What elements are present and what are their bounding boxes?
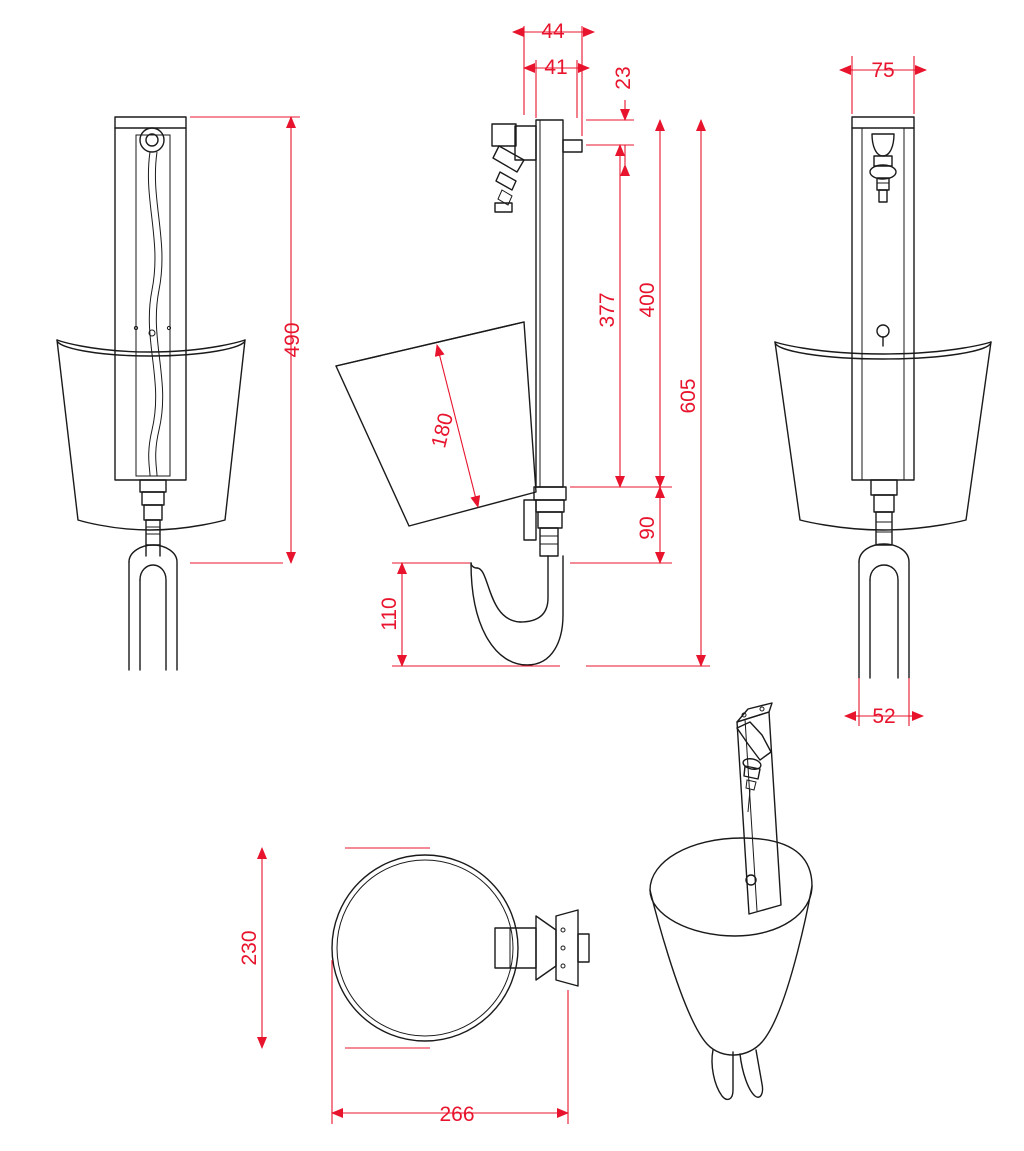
top-view — [238, 848, 589, 1126]
dim-side-width-41: 41 — [544, 56, 568, 79]
dim-side-height-377: 377 — [596, 292, 619, 328]
dim-top-width-266: 266 — [439, 1103, 475, 1126]
side-view — [336, 20, 710, 666]
iso-view — [650, 703, 812, 1099]
dim-side-height-90: 90 — [636, 516, 659, 540]
dim-side-offset-23: 23 — [612, 66, 635, 90]
dim-rear-width-52: 52 — [872, 705, 896, 728]
dim-side-basin-180: 180 — [427, 410, 459, 451]
rear-view — [775, 56, 991, 728]
dim-side-height-400: 400 — [636, 282, 659, 318]
dim-side-width-44: 44 — [541, 20, 565, 43]
dim-top-depth-230: 230 — [238, 930, 261, 966]
dim-rear-width-75: 75 — [871, 59, 895, 82]
dim-front-height-490: 490 — [281, 322, 304, 358]
front-view — [57, 117, 304, 670]
dim-side-height-605: 605 — [677, 378, 700, 414]
dim-side-height-110: 110 — [378, 597, 401, 631]
